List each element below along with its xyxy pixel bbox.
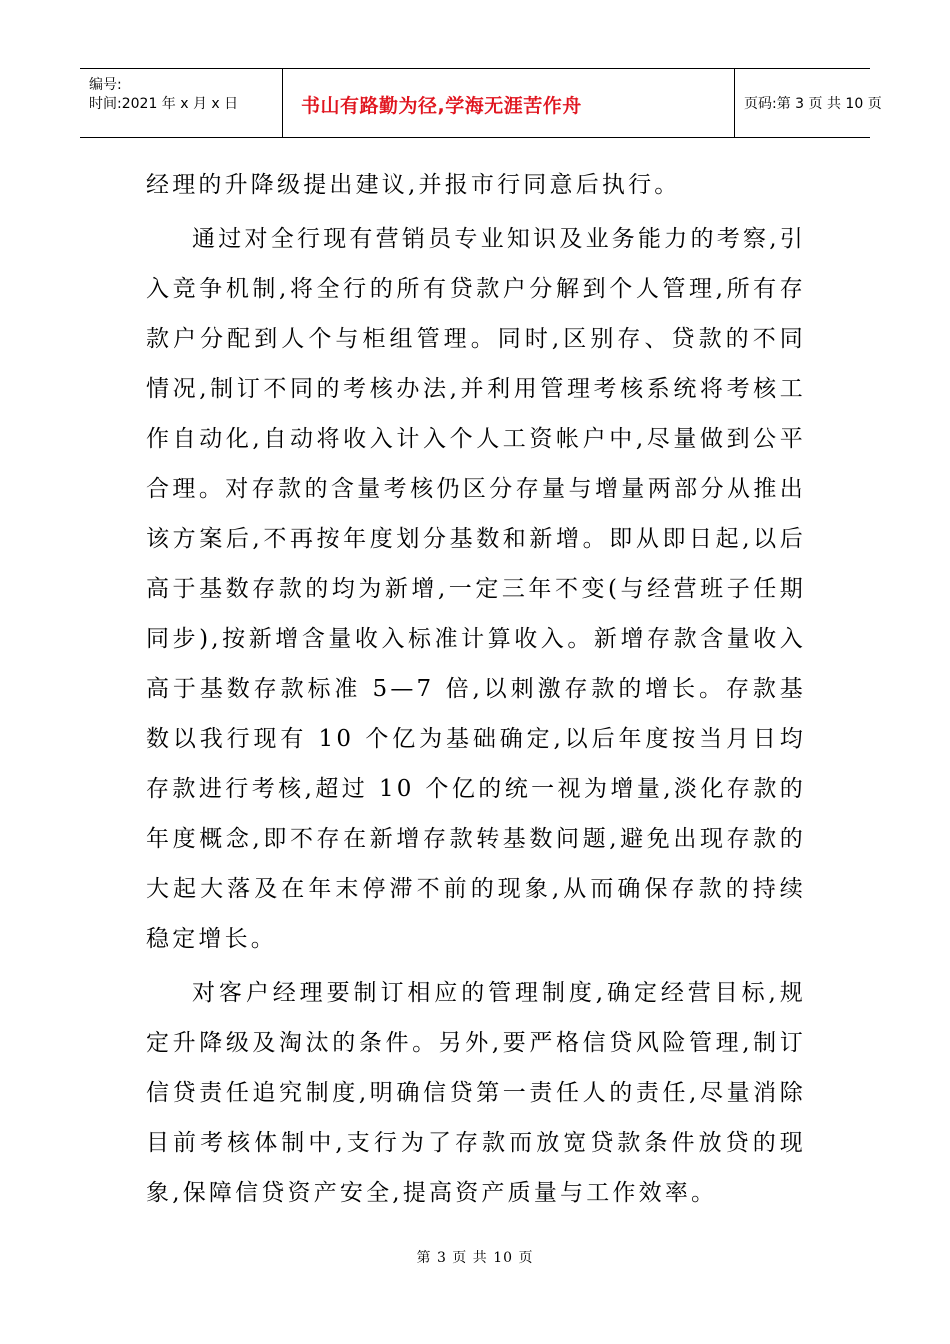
header-page-cell <box>735 69 882 137</box>
number-label: 编号: <box>89 77 122 93</box>
paragraph: 通过对全行现有营销员专业知识及业务能力的考察,引入竞争机制,将全行的所有贷款户分解到个人管理,所有存款户分配到人个与柜组管理。同时,区别存、贷款的不同情况,制订不同的考核办法,并利用管理考核系统将考核工作自动化,自动将收入计入个人工资帐户中,尽量做到公平合理。对存款的含量考核仍区分存量与增量两部分从推出该方案后,不再按年度划分基数和新增。即从即日起,以后高于基数存款的均为新增,一定三年不变(与经营班子任期同步),按新增含量收入标准计算收入。新增存款含量收入高于基数存款标准 5—7 倍,以刺激存款的增长。存款基数以我行现有 10 个亿为基础确定,以后年度按当月日均存款进行考核,超过 10 个亿的统一视为增量,淡化存款的年度概念,即不存在新增存款转基数问题,避免出现存款的大起大落及在年末停滞不前的现象,从而确保存款的持续稳定增长。 <box>146 226 806 952</box>
motto-text: 书山有路勤为径,学海无涯苦作舟 <box>301 95 582 117</box>
header-meta-cell <box>80 69 283 137</box>
paragraph: 经理的升降级提出建议,并报市行同意后执行。 <box>146 172 681 198</box>
document-body <box>146 160 806 1218</box>
page-footer: 第 3 页 共 10 页 <box>416 1250 534 1266</box>
page-info: 页码:第 3 页 共 10 页 <box>744 96 882 112</box>
page-header <box>80 68 882 138</box>
time-label: 时间:2021 年 x 月 x 日 <box>89 96 239 112</box>
header-motto-cell <box>283 69 735 137</box>
paragraph: 对客户经理要制订相应的管理制度,确定经营目标,规定升降级及淘汰的条件。另外,要严格信贷风险管理,制订信贷责任追究制度,明确信贷第一责任人的责任,尽量消除目前考核体制中,支行为了存款而放宽贷款条件放贷的现象,保障信贷资产安全,提高资产质量与工作效率。 <box>146 980 806 1206</box>
